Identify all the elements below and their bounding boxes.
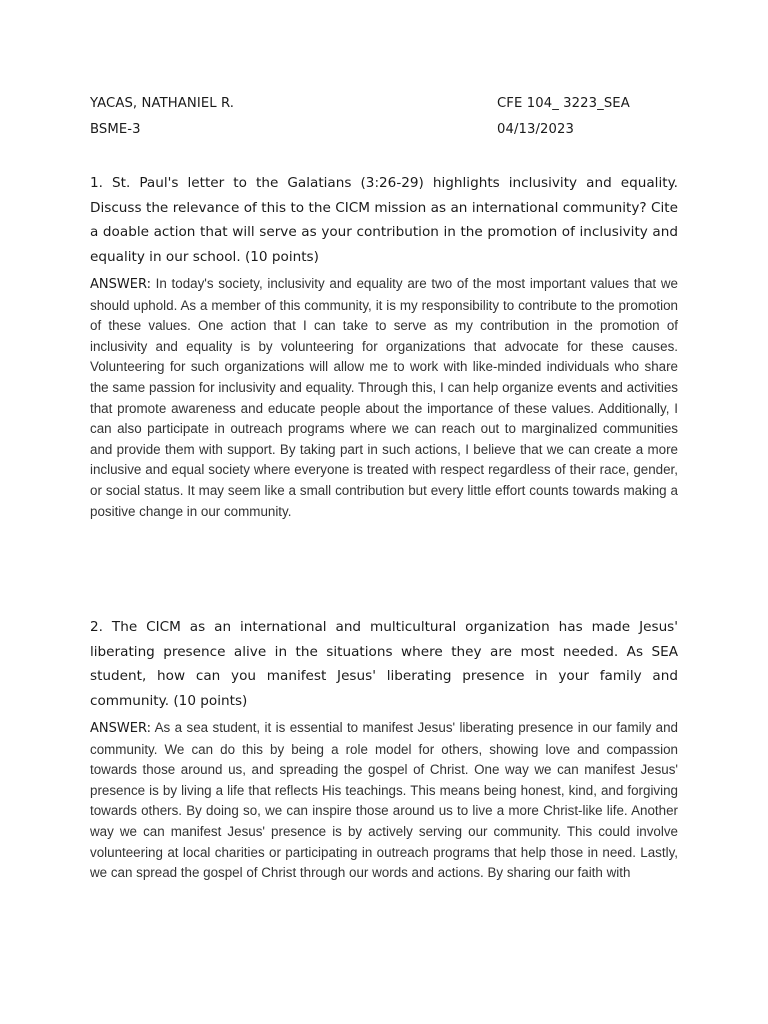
course-code: CFE 104_ 3223_SEA	[497, 96, 630, 111]
question-2: 2. The CICM as an international and multicultural organization has made Jesus' liberating presence alive in the situations where they are most needed. As SEA student, how can you manifest Jesus' liberating presence in your family and community. (10 points)	[90, 619, 678, 709]
answer-2-text: As a sea student, it is essential to manifest Jesus' liberating presence in our family and community. We can do this by being a role model for others, showing love and compassion towards those around us, and spreading the gospel of Christ. One way we can manifest Jesus' presence is by living a life that reflects His teachings. This means being honest, kind, and forgiving towards others. By doing so, we can inspire those around us to live a more Christ-like life. Another way we can manifest Jesus' presence is by actively serving our community. This could involve volunteering at local charities or participating in outreach programs that help those in need. Lastly, we can spread the gospel of Christ through our words and actions. By sharing our faith with	[90, 720, 679, 881]
answer-2-label: ANSWER:	[90, 721, 151, 736]
answer-1-label: ANSWER:	[90, 277, 151, 292]
submission-date: 04/13/2023	[497, 122, 575, 137]
question-1: 1. St. Paul's letter to the Galatians (3:26-29) highlights inclusivity and equality. Discuss the relevance of this to the CICM mission as an international community? Cite a doable action that will serve as your contribution in the promotion of inclusivity and equality in our school. (10 points)	[90, 175, 678, 265]
answer-1	[90, 274, 678, 522]
student-name: YACAS, NATHANIEL R.	[90, 96, 235, 111]
answer-2	[90, 718, 678, 884]
answer-1-text: In today's society, inclusivity and equality are two of the most important values that we should uphold. As a member of this community, it is my responsibility to contribute to the promotion of these values. One action that I can take to serve as my contribution in the promotion of inclusivity and equality is by volunteering for organizations that advocate for these causes. Volunteering for such organizations will allow me to work with like-minded individuals who share the same passion for inclusivity and equality. Through this, I can help organize events and activities that promote awareness and educate people about the importance of these values. Additionally, I can also participate in outreach programs where we can reach out to marginalized communities and provide them with support. By taking part in such actions, I believe that we can create a more inclusive and equal society where everyone is treated with respect regardless of their race, gender, or social status. It may seem like a small contribution but every little effort counts towards making a positive change in our community.	[90, 276, 678, 519]
student-section: BSME-3	[90, 122, 141, 137]
